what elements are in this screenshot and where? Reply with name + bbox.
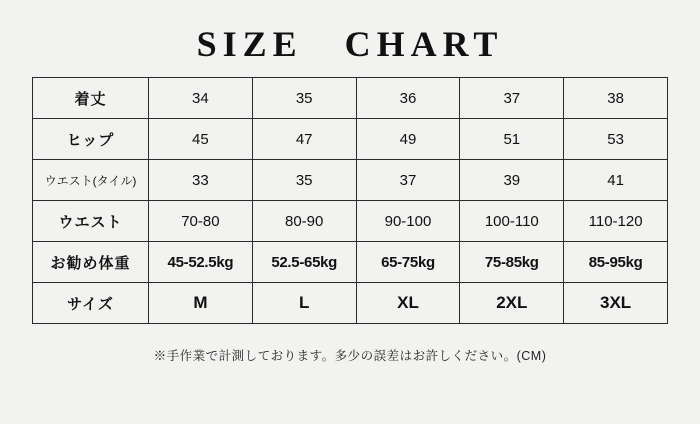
table-cell: 34 xyxy=(149,78,253,119)
row-label: お勧め体重 xyxy=(33,242,149,283)
table-cell: 33 xyxy=(149,160,253,201)
row-label: 着丈 xyxy=(33,78,149,119)
table-cell: 53 xyxy=(564,119,668,160)
table-cell: 37 xyxy=(460,78,564,119)
table-cell: 49 xyxy=(356,119,460,160)
table-cell: 80-90 xyxy=(252,201,356,242)
size-chart-table-wrap xyxy=(32,77,668,324)
table-cell: M xyxy=(149,283,253,324)
table-cell: 36 xyxy=(356,78,460,119)
table-cell: 85-95kg xyxy=(564,242,668,283)
table-row xyxy=(33,78,668,119)
table-cell: 37 xyxy=(356,160,460,201)
table-cell: 51 xyxy=(460,119,564,160)
size-chart-table xyxy=(32,77,668,324)
page-title: SIZE CHART xyxy=(196,24,504,64)
row-label: ヒップ xyxy=(33,119,149,160)
table-cell: 35 xyxy=(252,78,356,119)
table-cell: 35 xyxy=(252,160,356,201)
table-row xyxy=(33,201,668,242)
row-label: ウエスト(タイル) xyxy=(33,160,149,201)
table-cell: 70-80 xyxy=(149,201,253,242)
table-cell: 41 xyxy=(564,160,668,201)
table-cell: 45 xyxy=(149,119,253,160)
table-cell: 65-75kg xyxy=(356,242,460,283)
table-cell: 38 xyxy=(564,78,668,119)
row-label: サイズ xyxy=(33,283,149,324)
table-cell: 52.5-65kg xyxy=(252,242,356,283)
table-cell: 110-120 xyxy=(564,201,668,242)
table-cell: 90-100 xyxy=(356,201,460,242)
table-cell: 39 xyxy=(460,160,564,201)
table-cell: 45-52.5kg xyxy=(149,242,253,283)
table-cell: XL xyxy=(356,283,460,324)
table-cell: L xyxy=(252,283,356,324)
row-label: ウエスト xyxy=(33,201,149,242)
table-row xyxy=(33,283,668,324)
table-row xyxy=(33,119,668,160)
measurement-note: ※手作業で計測しております。多少の誤差はお許しください。(CM) xyxy=(153,349,547,363)
table-cell: 47 xyxy=(252,119,356,160)
table-cell: 3XL xyxy=(564,283,668,324)
table-cell: 2XL xyxy=(460,283,564,324)
table-row xyxy=(33,160,668,201)
table-cell: 75-85kg xyxy=(460,242,564,283)
table-cell: 100-110 xyxy=(460,201,564,242)
table-row xyxy=(33,242,668,283)
